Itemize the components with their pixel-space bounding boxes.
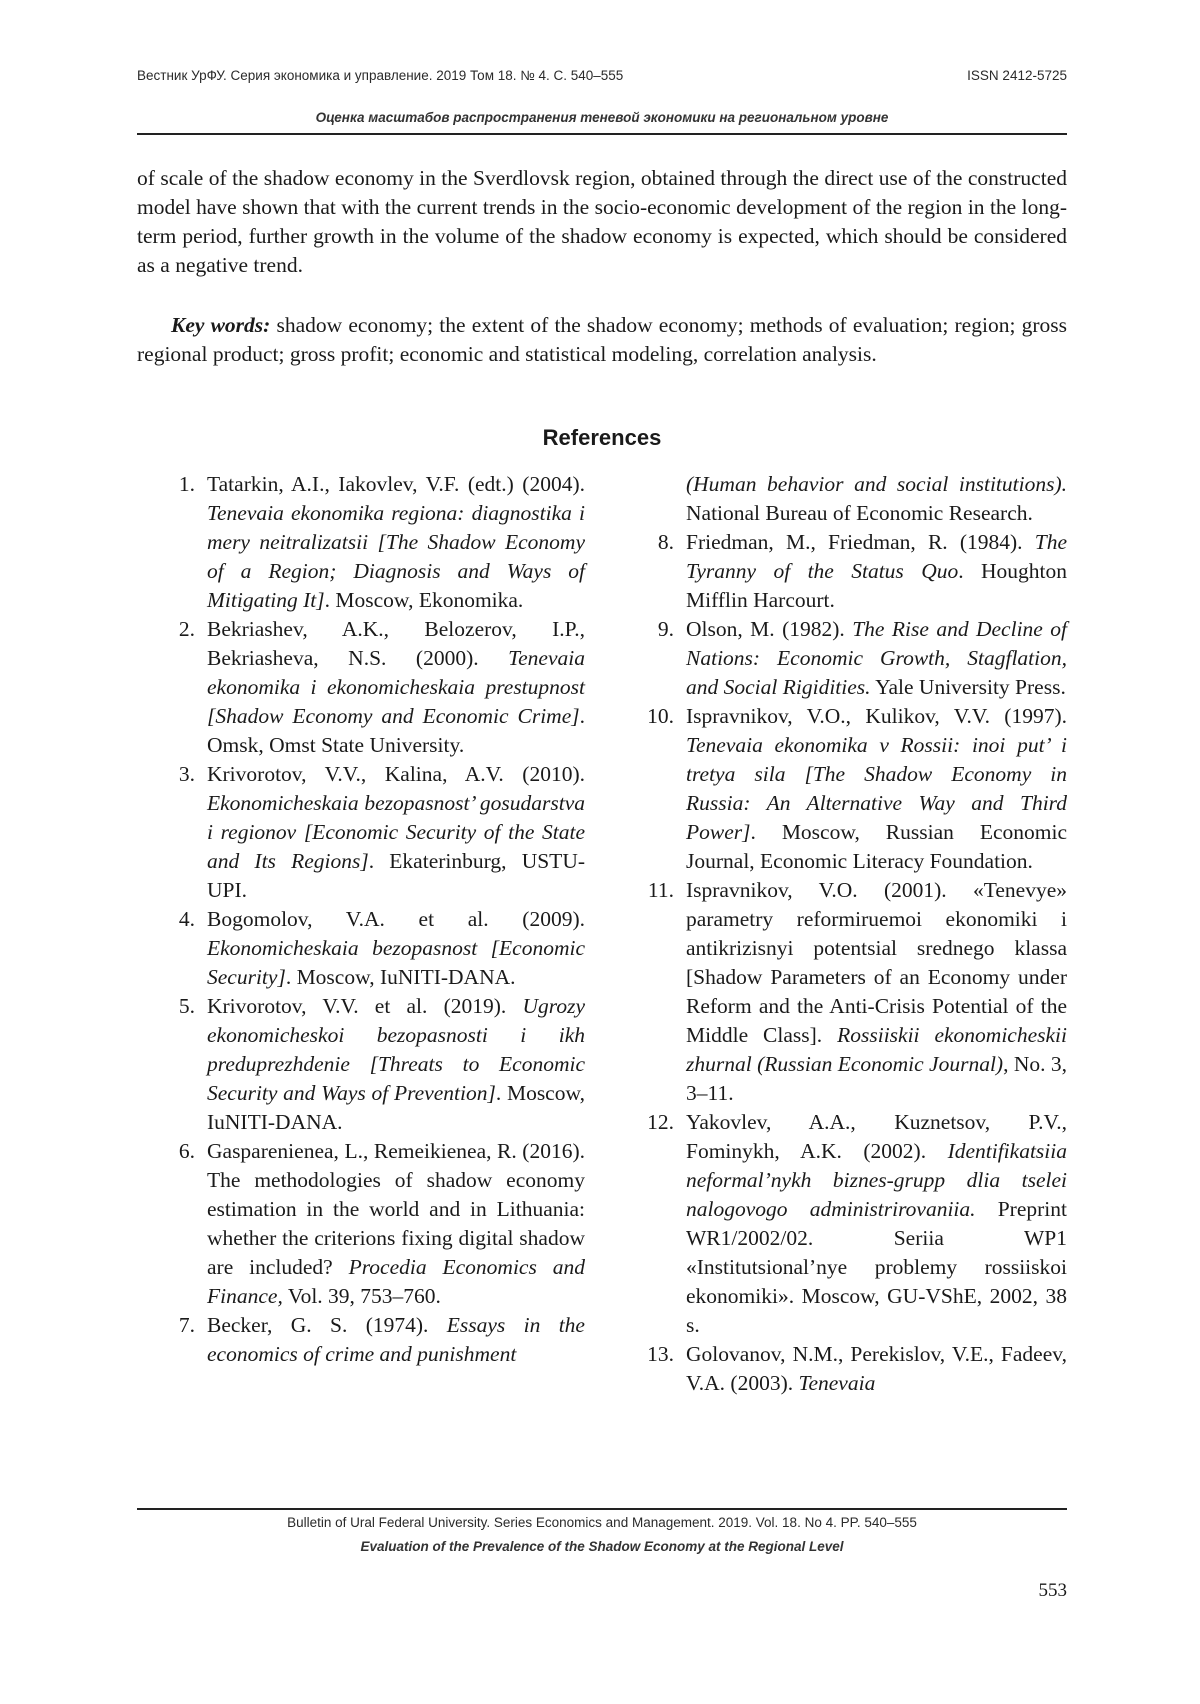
reference-item <box>616 1340 1067 1398</box>
keywords-text: shadow economy; the extent of the shadow economy; methods of evaluation; region; gross regional product; gross profit; economic and statistical modeling, correlation analysis. <box>137 313 1067 366</box>
reference-segment: Olson, M. (1982). <box>686 617 853 641</box>
reference-item <box>616 876 1067 1108</box>
reference-text <box>207 470 585 615</box>
reference-segment: Tenevaia ekonomika v Rossii: inoi put’ i tretya sila [The Shadow Economy in Russia: An Alternative Way and Third Power] <box>686 733 1067 844</box>
reference-number: 11. <box>647 878 674 902</box>
reference-number: 10. <box>647 704 674 728</box>
reference-text <box>207 760 585 905</box>
reference-item <box>616 1108 1067 1340</box>
reference-segment: Gasparenienea, L., Remeikienea, R. (2016). The methodologies of shadow economy estimation in the world and in Lithuania: whether the criterions fixing digital shadow are included? <box>207 1139 585 1279</box>
reference-text <box>686 702 1067 876</box>
reference-item <box>616 528 1067 615</box>
reference-segment: The Tyranny of the Status Quo <box>686 530 1067 583</box>
reference-text <box>686 876 1067 1108</box>
reference-segment: , No. 3, 3–11. <box>686 1052 1067 1105</box>
reference-item <box>137 470 585 615</box>
running-header <box>137 68 1067 83</box>
references-list-right <box>616 470 1067 1398</box>
reference-segment: Tatarkin, A.I., Iakovlev, V.F. (edt.) (2004). <box>207 472 585 496</box>
reference-number: 5. <box>178 994 195 1018</box>
reference-segment: . Moscow, Russian Economic Journal, Economic Literacy Foundation. <box>686 820 1067 873</box>
reference-segment: Bekriashev, A.K., Belozerov, I.P., Bekriasheva, N.S. (2000). <box>207 617 585 670</box>
reference-segment: Yale University Press. <box>870 675 1066 699</box>
reference-segment: Yakovlev, A.A., Kuznetsov, P.V., Fominykh, A.K. (2002). <box>686 1110 1067 1163</box>
reference-item <box>616 615 1067 702</box>
reference-number: 13. <box>647 1342 674 1366</box>
references-heading: References <box>542 425 662 450</box>
reference-text <box>207 992 585 1137</box>
reference-number: 2. <box>178 617 195 641</box>
reference-number: 1. <box>178 472 195 496</box>
reference-segment: Ekonomicheskaia bezopasnost’ gosudarstva i regionov [Economic Security of the State and Its Regions] <box>207 791 585 873</box>
reference-number: 9. <box>657 617 674 641</box>
reference-segment: Identifikatsiia neformal’nykh biznes-grupp dlia tselei nalogovogo administrirovaniia. <box>686 1139 1067 1221</box>
reference-number: 6. <box>178 1139 195 1163</box>
journal-citation: Вестник УрФУ. Серия экономика и управление. 2019 Том 18. № 4. С. 540–555 <box>137 68 624 83</box>
reference-item <box>616 702 1067 876</box>
reference-segment: . Omsk, Omst State University. <box>207 704 585 757</box>
reference-text <box>207 1137 585 1311</box>
page-number: 553 <box>1038 1580 1067 1601</box>
reference-segment: Krivorotov, V.V., Kalina, A.V. (2010). <box>207 762 585 786</box>
reference-segment: Ispravnikov, V.O. (2001). «Tenevye» parametry reformiruemoi ekonomiki i antikrizisnyi potentsial srednego klassa [Shadow Parameters of an Economy under Reform and the Anti-Crisis Potential of the Middle Class]. <box>686 878 1067 1047</box>
running-title-ru: Оценка масштабов распространения теневой экономики на региональном уровне <box>315 110 889 125</box>
reference-segment: Ekonomicheskaia bezopasnost [Economic Security] <box>207 936 585 989</box>
keywords-label: Key words: <box>171 313 271 337</box>
reference-segment: Golovanov, N.M., Perekislov, V.E., Fadeev, V.A. (2003). <box>686 1342 1067 1395</box>
reference-text <box>207 615 585 760</box>
reference-item <box>137 760 585 905</box>
reference-text <box>616 470 1067 528</box>
reference-segment: Vol. 39, 753–760. <box>282 1284 441 1308</box>
reference-text <box>207 1311 585 1369</box>
reference-segment: Tenevaia ekonomika regiona: diagnostika i mery neitralizatsii [The Shadow Economy of a Region; Diagnosis and Ways of Mitigating It] <box>207 501 585 612</box>
reference-number: 4. <box>178 907 195 931</box>
reference-segment: . Houghton Mifflin Harcourt. <box>686 559 1067 612</box>
references-list-left <box>137 470 585 1369</box>
reference-segment: (Human behavior and social institutions). <box>686 472 1067 496</box>
reference-number: 3. <box>178 762 195 786</box>
reference-segment: . Ekaterinburg, USTU-UPI. <box>207 849 586 902</box>
reference-segment: Becker, G. S. (1974). <box>207 1313 447 1337</box>
reference-item <box>137 1137 585 1311</box>
reference-item <box>137 905 585 992</box>
keywords-paragraph <box>137 311 1067 369</box>
reference-text <box>686 1340 1067 1398</box>
reference-segment: Tenevaia <box>798 1371 876 1395</box>
reference-segment: Friedman, M., Friedman, R. (1984). <box>686 530 1035 554</box>
reference-segment: Ispravnikov, V.O., Kulikov, V.V. (1997). <box>686 704 1067 728</box>
reference-number: 8. <box>657 530 674 554</box>
reference-segment: Rossiiskii ekonomicheskii zhurnal (Russian Economic Journal) <box>686 1023 1067 1076</box>
reference-segment: Bogomolov, V.A. et al. (2009). <box>207 907 585 931</box>
reference-segment: Ugrozy ekonomicheskoi bezopasnosti i ikh preduprezhdenie [Threats to Economic Security and Ways of Prevention] <box>207 994 585 1105</box>
reference-segment: Essays in the economics of crime and punishment <box>207 1313 585 1366</box>
reference-segment: Procedia Economics and Finance, <box>207 1255 585 1308</box>
reference-segment: . Moscow, Ekonomika. <box>324 588 524 612</box>
header-divider <box>137 133 1067 135</box>
reference-text <box>686 1108 1067 1340</box>
reference-number: 7. <box>178 1313 195 1337</box>
reference-segment: . Moscow, IuNITI-DANA. <box>207 1081 585 1134</box>
reference-segment: Tenevaia ekonomika i ekonomicheskaia prestupnost [Shadow Economy and Economic Crime] <box>207 646 585 728</box>
reference-item <box>137 1311 585 1369</box>
abstract-continuation: of scale of the shadow economy in the Sverdlovsk region, obtained through the direct use of the constructed model have shown that with the current trends in the socio-economic development of the region in the long-term period, further growth in the volume of the shadow economy is expected, which should be considered as a negative trend. <box>137 166 1067 277</box>
references-left-column <box>137 470 585 1369</box>
reference-item <box>137 615 585 760</box>
reference-text <box>207 905 585 992</box>
reference-item-continued <box>616 470 1067 528</box>
reference-segment: Krivorotov, V.V. et al. (2019). <box>207 994 523 1018</box>
reference-item <box>137 992 585 1137</box>
reference-segment: Preprint WR1/2002/02. Seriia WP1 «Institutsional’nye problemy rossiiskoi ekonomiki». Moscow, GU-VShE, 2002, 38 s. <box>686 1197 1067 1337</box>
footer-title-en: Evaluation of the Prevalence of the Shadow Economy at the Regional Level <box>360 1539 844 1554</box>
footer-divider <box>137 1508 1067 1510</box>
reference-number: 12. <box>647 1110 674 1134</box>
reference-segment: . Moscow, IuNITI-DANA. <box>285 965 516 989</box>
reference-segment: The Rise and Decline of Nations: Economic Growth, Stagflation, and Social Rigidities. <box>686 617 1067 699</box>
footer-citation: Bulletin of Ural Federal University. Series Economics and Management. 2019. Vol. 18. No 4. PP. 540–555 <box>287 1515 917 1530</box>
reference-text <box>686 615 1067 702</box>
reference-text <box>686 528 1067 615</box>
issn: ISSN 2412-5725 <box>967 68 1067 83</box>
reference-segment: National Bureau of Economic Research. <box>686 501 1033 525</box>
references-right-column <box>616 470 1067 1398</box>
